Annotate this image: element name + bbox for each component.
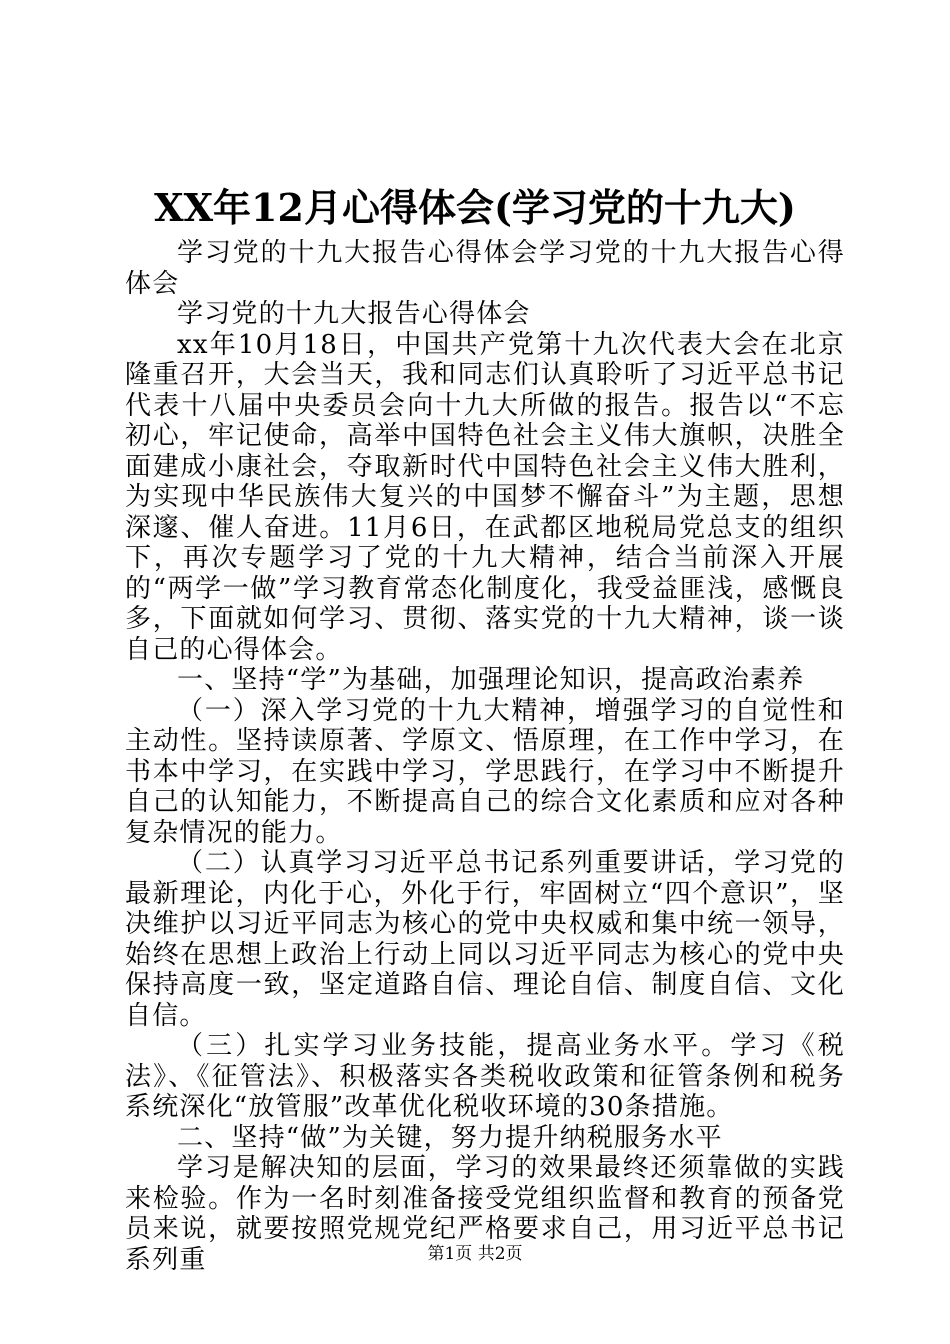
paragraph-opening: xx年10月18日，中国共产党第十九次代表大会在北京隆重召开，大会当天，我和同志们认真聆听了习近平总书记代表十八届中央委员会向十九大所做的报告。报告以“不忘初心，牢记使命，高举中国特色社会主义伟大旗帜，决胜全面建成小康社会，夺取新时代中国特色社会主义伟大胜利，为实现中华民族伟大复兴的中国梦不懈奋斗”为主题，思想深邃、催人奋进。11月6日，在武都区地税局党总支的组织下，再次专题学习了党的十九大精神，结合当前深入开展的“两学一做”学习教育常态化制度化，我受益匪浅，感慨良多，下面就如何学习、贯彻、落实党的十九大精神，谈一谈自己的心得体会。	[125, 329, 845, 665]
paragraph-subtitle: 学习党的十九大报告心得体会	[177, 299, 531, 329]
paragraph-point-1: （一）深入学习党的十九大精神，增强学习的自觉性和主动性。坚持读原著、学原文、悟原理，在工作中学习，在书本中学习，在实践中学习，学思践行，在学习中不断提升自己的认知能力，不断提高自己的综合文化素质和应对各种复杂情况的能力。	[125, 695, 845, 848]
paragraph-point-2: （二）认真学习习近平总书记系列重要讲话，学习党的最新理论，内化于心，外化于行，牢固树立“四个意识”，坚决维护以习近平同志为核心的党中央权威和集中统一领导，始终在思想上政治上行动上同以习近平同志为核心的党中央保持高度一致，坚定道路自信、理论自信、制度自信、文化自信。	[125, 848, 845, 1031]
paragraph-intro-repeat: 学习党的十九大报告心得体会学习党的十九大报告心得体会	[125, 238, 845, 299]
page-footer: 第1页 共2页	[427, 1244, 523, 1264]
document-title: XX年12月心得体会(学习党的十九大)	[154, 185, 796, 230]
section-heading-2: 二、坚持“做”为关键，努力提升纳税服务水平	[177, 1122, 723, 1153]
document-body	[125, 238, 845, 1275]
section-heading-1: 一、坚持“学”为基础，加强理论知识，提高政治素养	[177, 665, 805, 695]
paragraph-section-2-body: 学习是解决知的层面，学习的效果最终还须靠做的实践来检验。作为一名时刻准备接受党组织监督和教育的预备党员来说，就要按照党规党纪严格要求自己，用习近平总书记系列重	[125, 1153, 845, 1275]
paragraph-point-3: （三）扎实学习业务技能，提高业务水平。学习《税法》、《征管法》、积极落实各类税收政策和征管条例和税务系统深化“放管服”改革优化税收环境的30条措施。	[125, 1031, 845, 1122]
